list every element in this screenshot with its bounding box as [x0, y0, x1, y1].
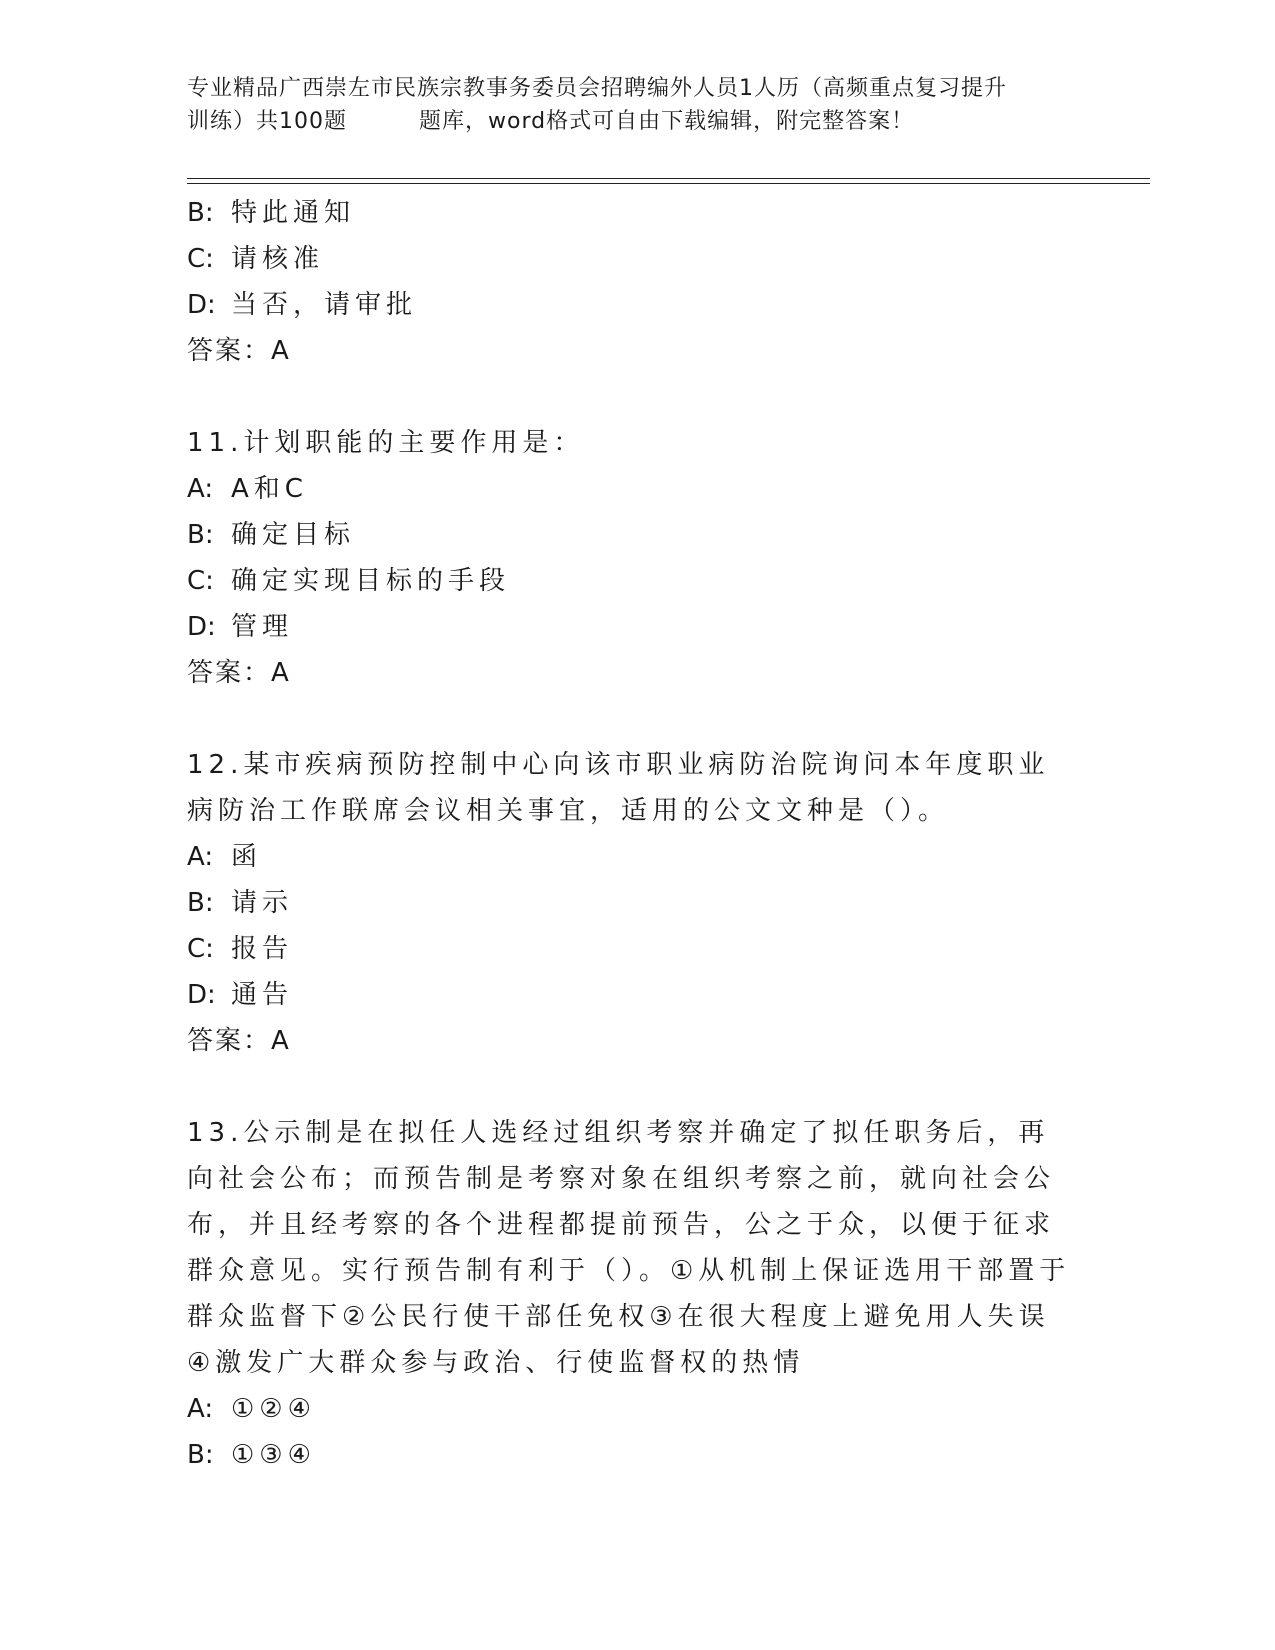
- answer: 答案：A: [187, 336, 291, 366]
- header-rule-bottom: [187, 183, 1150, 184]
- option-text: ①③④: [231, 1440, 316, 1470]
- option-label: D:: [187, 980, 216, 1010]
- option-text: 通告: [231, 980, 294, 1010]
- option-b: [187, 1432, 1087, 1478]
- option-c: [187, 926, 1087, 972]
- question-10-continued: [187, 190, 1087, 374]
- option-label: B:: [187, 1440, 214, 1470]
- option-label: D:: [187, 290, 216, 320]
- question-stem: 12.某市疾病预防控制中心向该市职业病防治院询问本年度职业病防治工作联席会议相关事宜，适用的公文文种是（）。: [187, 750, 1050, 826]
- option-label: B:: [187, 888, 214, 918]
- option-text: A和C: [231, 474, 308, 504]
- question-13: [187, 1110, 1087, 1478]
- option-a: [187, 834, 1087, 880]
- option-label: D:: [187, 612, 216, 642]
- question-12: [187, 742, 1087, 1064]
- document-body: [187, 190, 1087, 1478]
- option-label: C:: [187, 244, 214, 274]
- option-text: 请核准: [231, 244, 325, 274]
- header-rule-top: [187, 178, 1150, 179]
- header-title-part2: 题库，word格式可自由下载编辑，附完整答案！: [419, 109, 915, 134]
- option-b: [187, 512, 1087, 558]
- answer: 答案：A: [187, 1026, 291, 1056]
- option-c: [187, 558, 1087, 604]
- option-b: [187, 190, 1087, 236]
- option-a: [187, 1386, 1087, 1432]
- question-11: [187, 420, 1087, 696]
- option-c: [187, 236, 1087, 282]
- question-stem: 13.公示制是在拟任人选经过组织考察并确定了拟任职务后，再向社会公布；而预告制是考察对象在组织考察之前，就向社会公布，并且经考察的各个进程都提前预告，公之于众，以便于征求群众意见。实行预告制有利于（）。①从机制上保证选用干部置于群众监督下②公民行使干部任免权③在很大程度上避免用人失误④激发广大群众参与政治、行使监督权的热情: [187, 1118, 1071, 1378]
- option-text: 函: [231, 842, 263, 872]
- option-d: [187, 972, 1087, 1018]
- answer: 答案：A: [187, 658, 291, 688]
- option-label: C:: [187, 566, 214, 596]
- option-a: [187, 466, 1087, 512]
- option-text: 管理: [231, 612, 294, 642]
- option-label: B:: [187, 198, 214, 228]
- option-text: 当否，请审批: [231, 290, 418, 320]
- option-text: ①②④: [231, 1394, 316, 1424]
- page-header: [187, 72, 1087, 138]
- header-title-line1: 专业精品广西崇左市民族宗教事务委员会招聘编外人员1人历（高频重点复习提升: [187, 76, 1007, 101]
- option-text: 报告: [231, 934, 294, 964]
- option-label: A:: [187, 842, 214, 872]
- option-text: 请示: [231, 888, 294, 918]
- option-label: A:: [187, 1394, 214, 1424]
- option-text: 特此通知: [231, 198, 356, 228]
- option-label: B:: [187, 520, 214, 550]
- option-b: [187, 880, 1087, 926]
- option-label: A:: [187, 474, 214, 504]
- option-text: 确定实现目标的手段: [231, 566, 511, 596]
- header-title-part1: 训练）共100题: [187, 109, 347, 134]
- option-d: [187, 604, 1087, 650]
- option-text: 确定目标: [231, 520, 356, 550]
- header-title-line2: [187, 105, 1087, 138]
- option-d: [187, 282, 1087, 328]
- question-stem: 11.计划职能的主要作用是：: [187, 428, 585, 458]
- option-label: C:: [187, 934, 214, 964]
